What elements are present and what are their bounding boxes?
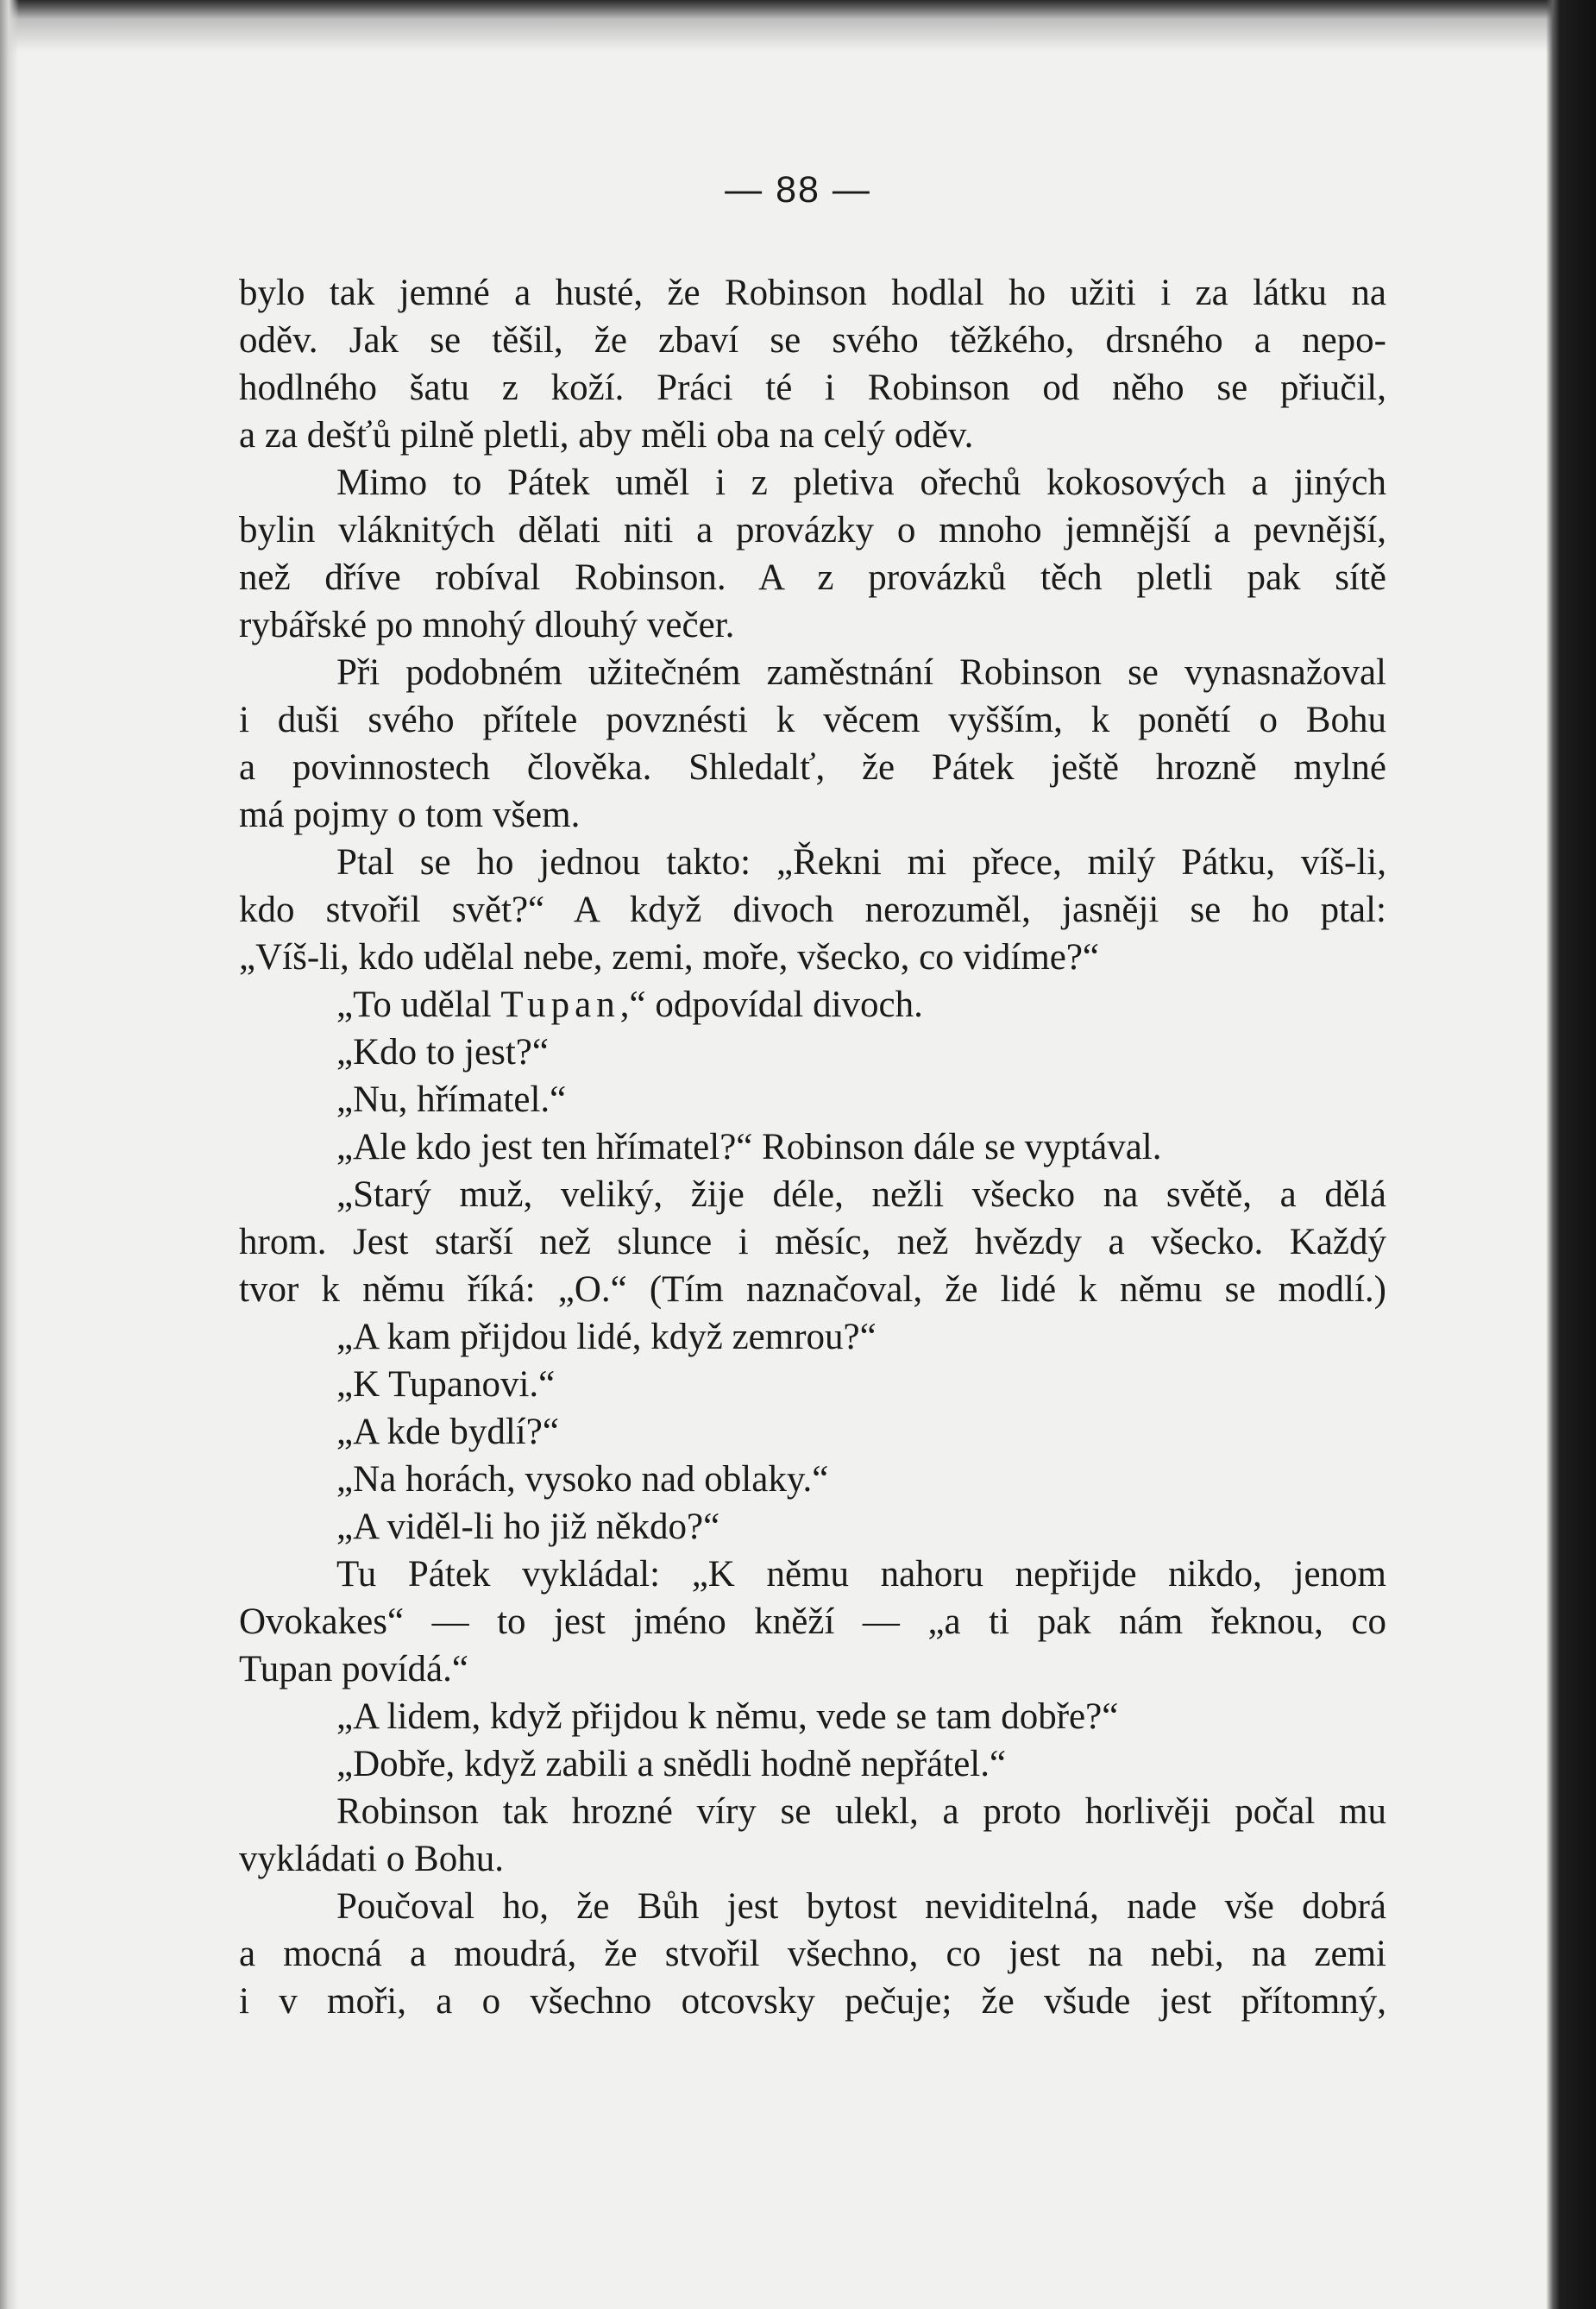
scan-left-shadow bbox=[0, 0, 19, 2309]
text-line: i duši svého přítele povznésti k věcem vyšším, k ponětí o Bohu bbox=[239, 700, 1386, 740]
text-line: „Víš-li, kdo udělal nebe, zemi, moře, všecko, co vidíme?“ bbox=[239, 937, 1100, 978]
text-line: „A viděl-li ho již někdo?“ bbox=[336, 1507, 720, 1547]
text-line: a mocná a moudrá, že stvořil všechno, co jest na nebi, na zemi bbox=[239, 1934, 1386, 1974]
page-number: — 88 — bbox=[725, 169, 871, 211]
text-line: Tu Pátek vykládal: „K němu nahoru nepřijde nikdo, jenom bbox=[336, 1554, 1386, 1595]
text-line: „Kdo to jest?“ bbox=[336, 1032, 549, 1073]
text-line: hodlného šatu z koží. Práci té i Robinson od něho se přiučil, bbox=[239, 368, 1386, 408]
text-line: Mimo to Pátek uměl i z pletiva ořechů kokosových a jiných bbox=[336, 462, 1386, 503]
text-line: tvor k němu říká: „O.“ (Tím naznačoval, že lidé k němu se modlí.) bbox=[239, 1269, 1386, 1310]
text-line: „Dobře, když zabili a snědli hodně nepřátel.“ bbox=[336, 1744, 1007, 1784]
text-line: Robinson tak hrozné víry se ulekl, a proto horlivěji počal mu bbox=[336, 1791, 1386, 1832]
text-fragment: ,“ odpovídal divoch. bbox=[619, 985, 923, 1025]
text-line: „A lidem, když přijdou k němu, vede se tam dobře?“ bbox=[336, 1696, 1119, 1737]
text-line: Tupan povídá.“ bbox=[239, 1649, 468, 1689]
text-line: Poučoval ho, že Bůh jest bytost neviditelná, nade vše dobrá bbox=[336, 1886, 1386, 1927]
text-line: Ptal se ho jednou takto: „Řekni mi přece, milý Pátku, víš-li, bbox=[336, 842, 1386, 883]
text-line: „Na horách, vysoko nad oblaky.“ bbox=[336, 1459, 829, 1500]
text-line: hrom. Jest starší než slunce i měsíc, než hvězdy a všecko. Každý bbox=[239, 1222, 1386, 1262]
text-line: „K Tupanovi.“ bbox=[336, 1364, 556, 1405]
text-line: má pojmy o tom všem. bbox=[239, 795, 581, 835]
text-line: vykládati o Bohu. bbox=[239, 1839, 504, 1879]
text-line: kdo stvořil svět?“ A když divoch nerozuměl, jasněji se ho ptal: bbox=[239, 890, 1386, 930]
text-line: oděv. Jak se těšil, že zbaví se svého těžkého, drsného a nepo- bbox=[239, 320, 1386, 361]
text-line: „A kde bydlí?“ bbox=[336, 1412, 559, 1452]
text-line: než dříve robíval Robinson. A z provázků těch pletli pak sítě bbox=[239, 557, 1386, 598]
text-line bbox=[239, 981, 1386, 1029]
text-line: „Starý muž, veliký, žije déle, nežli všecko na světě, a dělá bbox=[336, 1174, 1386, 1215]
text-line: bylo tak jemné a husté, že Robinson hodlal ho užiti i za látku na bbox=[239, 273, 1386, 313]
text-line: bylin vláknitých dělati niti a provázky o mnoho jemnější a pevnější, bbox=[239, 510, 1386, 551]
text-line: i v moři, a o všechno otcovsky pečuje; že všude jest přítomný, bbox=[239, 1981, 1386, 2022]
text-line: „A kam přijdou lidé, když zemrou?“ bbox=[336, 1317, 877, 1357]
scan-right-binding-shadow bbox=[1546, 0, 1596, 2309]
text-line: Ovokakes“ — to jest jméno kněží — „a ti pak nám řeknou, co bbox=[239, 1601, 1386, 1642]
text-line: Při podobném užitečném zaměstnání Robinson se vynasnažoval bbox=[336, 652, 1386, 693]
text-line: „Ale kdo jest ten hřímatel?“ Robinson dále se vyptával. bbox=[336, 1127, 1162, 1167]
text-line: a povinnostech člověka. Shledalť, že Pátek ještě hrozně mylné bbox=[239, 747, 1386, 788]
text-line: a za dešťů pilně pletli, aby měli oba na celý oděv. bbox=[239, 415, 974, 456]
spaced-name: Tupan bbox=[500, 985, 620, 1025]
text-fragment: „To udělal bbox=[336, 985, 501, 1025]
scan-top-shadow bbox=[0, 0, 1596, 52]
text-line: „Nu, hřímatel.“ bbox=[336, 1079, 567, 1120]
text-line: rybářské po mnohý dlouhý večer. bbox=[239, 605, 735, 645]
body-text bbox=[239, 269, 1386, 2025]
